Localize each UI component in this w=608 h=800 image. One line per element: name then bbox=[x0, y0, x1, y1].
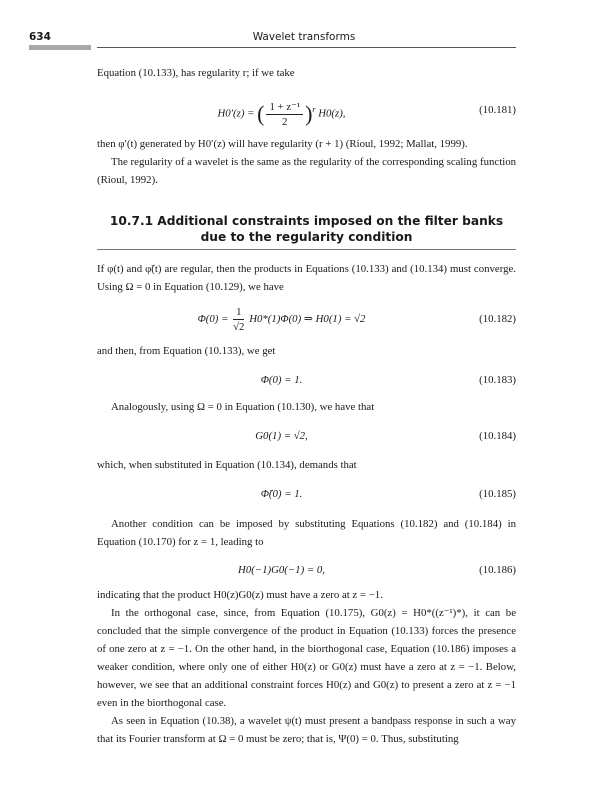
equation-10-181 bbox=[97, 93, 516, 127]
eq182-lhs: Φ(0) = bbox=[197, 313, 229, 325]
paragraph-1: Equation (10.133), has regularity r; if we take bbox=[97, 67, 295, 79]
paragraph-8-text: Another condition can be imposed by substituting Equations (10.182) and (10.184) in Equation (10.170) for z = 1, leading to bbox=[97, 518, 516, 548]
eq186-number: (10.186) bbox=[479, 564, 516, 576]
eq182-numerator: 1 bbox=[233, 305, 244, 320]
equation-10-186 bbox=[97, 560, 516, 580]
eq181-fraction bbox=[266, 100, 303, 129]
eq183-body: Φ(0) = 1. bbox=[260, 374, 303, 386]
header-bar bbox=[29, 45, 91, 50]
paragraph-11-text: As seen in Equation (10.38), a wavelet ψ(t) must present a bandpass response in such a way that its Fourier transform at Ω = 0 must be zero; that is, Ψ(0) = 0. Thus, substituting bbox=[97, 715, 516, 745]
paragraph-9: indicating that the product H0(z)G0(z) must have a zero at z = −1. bbox=[97, 589, 383, 601]
eq181-rhs: H0(z), bbox=[318, 107, 346, 120]
paragraph-10-text: In the orthogonal case, since, from Equation (10.175), G0(z) = H0*((z⁻¹)*), it can be concluded that the simple convergence of the product in Equation (10.133) forces the presence of one zero at z = −1. On the other hand, in the biorthogonal case, Equation (10.186) imposes a weaker condition, where only one of either H0(z) or G0(z) must have a zero at z = −1. Below, however, we see that an additional constraint forces H0(z) and G0(z) to present a zero at z = −1 even in the biorthogonal case. bbox=[97, 607, 516, 709]
section-rule bbox=[97, 249, 516, 250]
paragraph-6-text: Analogously, using Ω = 0 in Equation (10.130), we have that bbox=[111, 401, 375, 413]
eq182-fraction bbox=[233, 305, 244, 334]
eq181-numerator: 1 + z⁻¹ bbox=[266, 100, 303, 115]
running-title: Wavelet transforms bbox=[252, 31, 356, 43]
eq182-denominator: √2 bbox=[233, 321, 245, 334]
eq183-number: (10.183) bbox=[479, 374, 516, 386]
eq181-number: (10.181) bbox=[479, 104, 516, 116]
equation-10-184 bbox=[97, 426, 516, 446]
eq181-lhs: H0′(z) = bbox=[217, 107, 255, 120]
eq182-number: (10.182) bbox=[479, 313, 516, 325]
paragraph-3-text: The regularity of a wavelet is the same as the regularity of the corresponding scaling function (Rioul, 1992). bbox=[97, 156, 516, 186]
page-number: 634 bbox=[29, 31, 51, 43]
eq185-number: (10.185) bbox=[479, 488, 516, 500]
equation-10-185 bbox=[97, 484, 516, 504]
paragraph-5: and then, from Equation (10.133), we get bbox=[97, 345, 276, 357]
section-heading: 10.7.1 Additional constraints imposed on the filter banks due to the regularity condition bbox=[109, 214, 504, 244]
paragraph-3 bbox=[97, 153, 516, 189]
equation-10-182 bbox=[97, 302, 516, 336]
eq186-body: H0(−1)G0(−1) = 0, bbox=[238, 564, 325, 576]
eq181-exponent: r bbox=[312, 105, 316, 114]
equation-10-183 bbox=[97, 370, 516, 390]
paragraph-10 bbox=[97, 604, 516, 712]
left-paren: ( bbox=[257, 101, 265, 127]
paragraph-11 bbox=[97, 712, 516, 748]
eq184-number: (10.184) bbox=[479, 430, 516, 442]
eq181-denominator: 2 bbox=[282, 115, 288, 128]
paragraph-6 bbox=[97, 398, 516, 416]
right-paren: ) bbox=[305, 101, 313, 127]
paragraph-4: If φ(t) and φ̃(t) are regular, then the products in Equations (10.133) and (10.134) must converge. Using Ω = 0 in Equation (10.129), we have bbox=[97, 263, 516, 293]
paragraph-2: then φ′(t) generated by H0′(z) will have regularity (r + 1) (Rioul, 1992; Mallat, 1999). bbox=[97, 138, 468, 150]
header-rule bbox=[97, 47, 516, 48]
eq184-body: G0(1) = √2, bbox=[255, 430, 308, 442]
eq185-body: Φ̃(0) = 1. bbox=[260, 488, 303, 500]
paragraph-7: which, when substituted in Equation (10.134), demands that bbox=[97, 459, 357, 471]
eq182-rhs: H0*(1)Φ(0) ⇒ H0(1) = √2 bbox=[249, 313, 366, 325]
paragraph-8 bbox=[97, 515, 516, 551]
